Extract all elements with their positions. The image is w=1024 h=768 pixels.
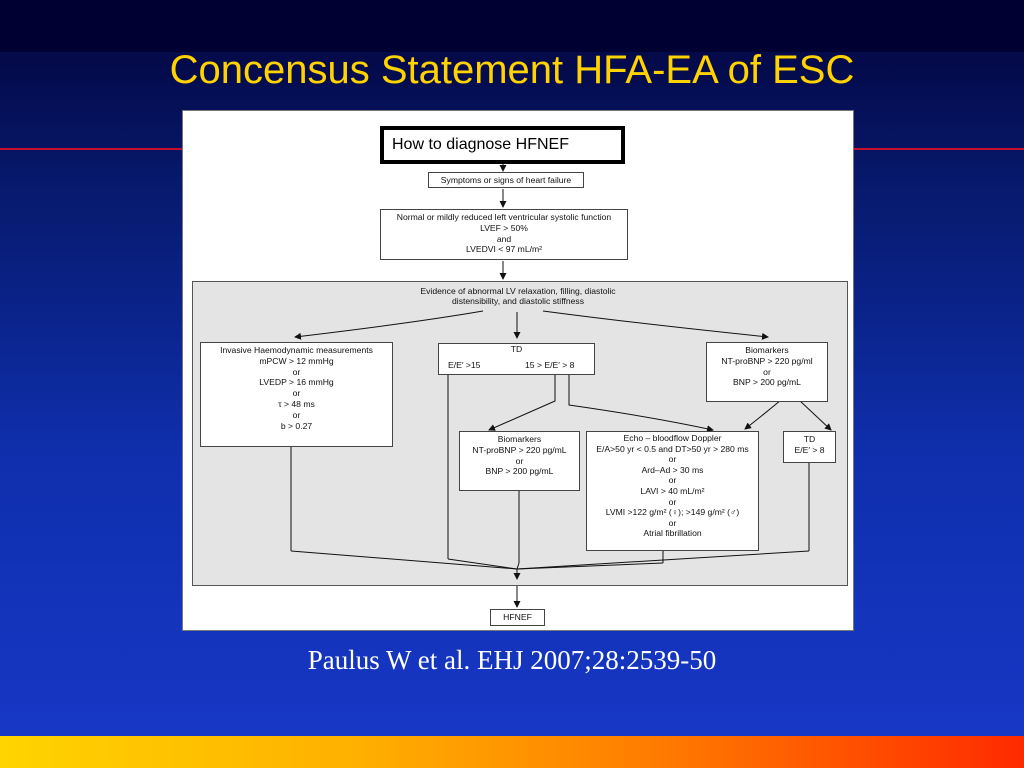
systolic-line-2: LVEF > 50% bbox=[480, 222, 528, 233]
invasive-line-6: or bbox=[292, 409, 301, 420]
invasive-title: Invasive Haemodynamic measurements bbox=[220, 345, 373, 355]
evidence-line-1: Evidence of abnormal LV relaxation, filling, diastolic bbox=[420, 286, 616, 296]
biomarkers-top-line-2: or bbox=[763, 366, 771, 377]
biomarkers-top-title: Biomarkers bbox=[745, 345, 789, 355]
biomarkers-mid-line-1: NT-proBNP > 220 pg/mL bbox=[472, 444, 567, 455]
echo-line-9: Atrial fibrillation bbox=[643, 528, 702, 539]
citation: Paulus W et al. EHJ 2007;28:2539-50 bbox=[307, 645, 717, 675]
invasive-line-2: or bbox=[292, 366, 301, 377]
td-main-box bbox=[438, 343, 595, 375]
evidence-label bbox=[383, 286, 653, 307]
invasive-line-7: b > 0.27 bbox=[280, 420, 313, 431]
biomarkers-mid-title: Biomarkers bbox=[497, 434, 542, 444]
flowchart-figure bbox=[182, 110, 854, 631]
echo-line-1: E/A>50 yr < 0.5 and DT>50 yr > 280 ms bbox=[596, 443, 749, 454]
td-main-left: E/E′ >15 bbox=[448, 360, 481, 370]
hfnef-result-box: HFNEF bbox=[490, 609, 545, 626]
echo-line-6: or bbox=[668, 496, 677, 507]
symptoms-box: Symptoms or signs of heart failure bbox=[428, 172, 584, 188]
title-band bbox=[0, 0, 1024, 52]
biomarkers-top-line-3: BNP > 200 pg/mL bbox=[733, 377, 801, 388]
td-main-title: TD bbox=[510, 344, 523, 354]
echo-line-4: or bbox=[668, 475, 677, 486]
echo-line-3: Ard–Ad > 30 ms bbox=[641, 464, 704, 475]
td-right-box bbox=[783, 431, 836, 463]
biomarkers-top-line-1: NT-proBNP > 220 pg/ml bbox=[721, 355, 813, 366]
evidence-line-2: distensibility, and diastolic stiffness bbox=[452, 296, 584, 307]
echo-line-8: or bbox=[668, 517, 677, 528]
td-main-right: 15 > E/E′ > 8 bbox=[525, 360, 575, 370]
invasive-line-3: LVEDP > 16 mmHg bbox=[259, 377, 334, 388]
echo-line-5: LAVI > 40 mL/m² bbox=[640, 485, 705, 496]
biomarkers-mid-box bbox=[459, 431, 580, 491]
flowchart-title: How to diagnose HFNEF bbox=[380, 126, 625, 164]
echo-title: Echo – bloodflow Doppler bbox=[623, 433, 722, 443]
biomarkers-mid-line-3: BNP > 200 pg/mL bbox=[485, 466, 554, 477]
invasive-line-4: or bbox=[292, 388, 301, 399]
biomarkers-top-box bbox=[706, 342, 828, 402]
systolic-line-4: LVEDVI < 97 mL/m² bbox=[465, 244, 543, 255]
echo-doppler-box bbox=[586, 431, 759, 551]
systolic-line-3: and bbox=[496, 233, 512, 244]
systolic-function-box bbox=[380, 209, 628, 260]
td-right-line-1: E/E′ > 8 bbox=[794, 444, 825, 455]
bottom-gradient-bar bbox=[0, 736, 1024, 768]
td-right-title: TD bbox=[803, 434, 816, 444]
slide-title: Concensus Statement HFA-EA of ESC bbox=[169, 48, 855, 92]
echo-line-7: LVMI >122 g/m² (♀); >149 g/m² (♂) bbox=[605, 507, 740, 518]
invasive-line-1: mPCW > 12 mmHg bbox=[259, 355, 334, 366]
biomarkers-mid-line-2: or bbox=[515, 455, 524, 466]
invasive-measurements-box bbox=[200, 342, 393, 447]
invasive-line-5: τ > 48 ms bbox=[278, 398, 315, 409]
systolic-line-1: Normal or mildly reduced left ventricular systolic function bbox=[396, 212, 612, 222]
echo-line-2: or bbox=[668, 454, 677, 465]
